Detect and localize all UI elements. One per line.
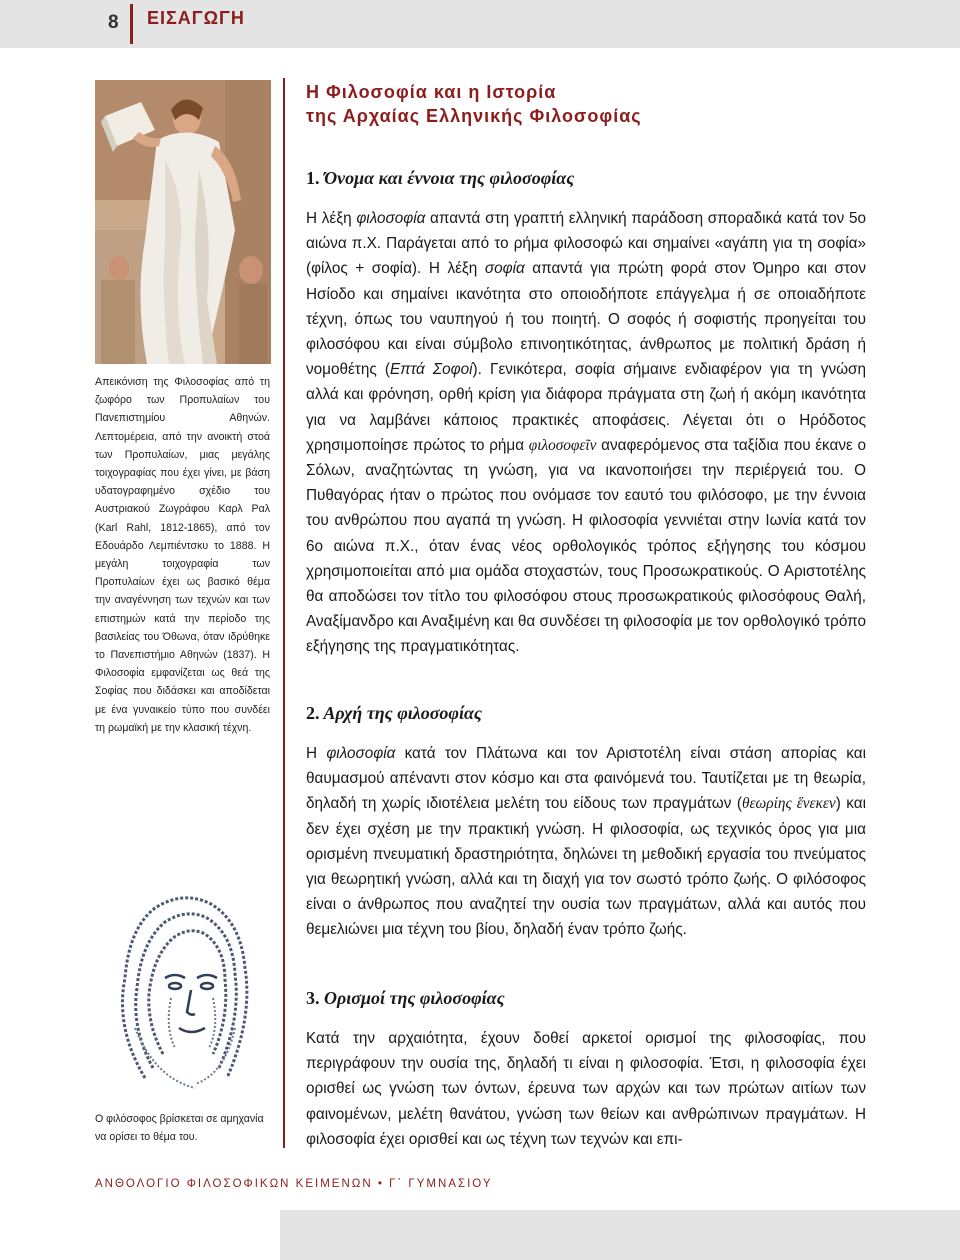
text-run: ). Γενικότερα, σοφία σήμαινε ενδιαφέρον για τη γνώση αλλά και φρόνηση, ορθή κρίση για διάφορα πράγματα στη ζωή ή ακόμη ικανότητα για να λαμβάνει κάποιος πρακτικές αποφάσεις. Λέγεται ότι ο Ηρόδοτος χρησιμοποίησε πρώτος το ρήμα (306, 361, 866, 454)
section-3-number: 3. (306, 988, 320, 1008)
section-2-heading (306, 703, 482, 724)
text-run: κατά τον Πλάτωνα και τον Αριστοτέλη είναι στάση απορίας και θαυμασμού απέναντι στον κόσμο και στα φαινόμενά του. Ταυτίζεται με τη θεωρία, δηλαδή τη χωρίς ιδιοτέλεια μελέτη του είδους των πραγμάτων ( (306, 745, 866, 813)
ancient-greek-term: θεωρίης ἕνεκεν (741, 795, 836, 813)
section-1-number: 1. (306, 168, 320, 188)
footer-bar (280, 1210, 960, 1260)
ancient-greek-term: φιλοσοφεῖν (528, 436, 597, 454)
face-typography-image (95, 878, 271, 1093)
emphasis-term: φιλοσοφία (356, 210, 426, 227)
section-3-title: Ορισμοί της φιλοσοφίας (324, 988, 505, 1008)
section-2-number: 2. (306, 703, 320, 723)
text-run: απαντά στη γραπτή ελληνική παράδοση σποραδικά κατά τον 5ο αιώνα π.Χ. Παράγεται από το ρήμα φιλοσοφώ και σημαίνει «αγάπη για τη σοφία» (φίλος + σοφία). Η λέξη (306, 210, 866, 278)
text-run: Η λέξη (306, 210, 357, 227)
emphasis-term: Επτά Σοφοί (390, 361, 473, 379)
header-bar (0, 0, 960, 48)
philosophy-painting-image (95, 80, 271, 364)
painting-caption: Απεικόνιση της Φιλοσοφίας από τη ζωφόρο των Προπυλαίων του Πανεπιστημίου Αθηνών. Λεπτομέρεια, από την ανοικτή στοά των Προπυλαίων, μιας μεγάλης τοιχογραφίας που έχει γίνει, με βάση υδατογραφημένο σχέδιο του Αυστριακού Ζωγράφου Καρλ Ραλ (Karl Rahl, 1812-1865), από τον Εδουάρδο Λεμπιέντσκυ το 1888. Η μεγάλη τοιχογραφία των Προπυλαίων έχει ως βασικό θέμα την αναγέννηση των τεχνών και των επιστημών κατά την περίοδο της βασιλείας του Όθωνα, όταν ιδρύθηκε το Πανεπιστήμιο Αθηνών (1837). Η Φιλοσοφία εμφανίζεται ως θεά της Σοφίας που διδάσκει και αποδίδεται με ένα γυναικείο τύπο που συνδέει τη ρωμαϊκή με την κλασική τέχνη. (95, 376, 270, 734)
footer-book-title: ΑΝΘΟΛΟΓΙΟ ΦΙΛΟΣΟΦΙΚΩΝ ΚΕΙΜΕΝΩΝ • Γ΄ ΓΥΜΝΑΣΙΟΥ (95, 1178, 493, 1190)
text-run: Η (306, 745, 327, 762)
section-header: ΕΙΣΑΓΩΓΗ (147, 8, 245, 28)
section-3-paragraph (306, 1026, 866, 1152)
column-divider (283, 78, 285, 1148)
page-number: 8 (108, 12, 119, 33)
text-run: ) και δεν έχει σχέση με την πρακτική γνώση. Η φιλοσοφία, ως τεχνικός όρος για μια ορισμένη πνευματική δραστηριότητα, δηλώνει τη μεθοδική εργασία του πνεύματος για θεωρητική γνώση, αλλά και τη διαχή για τον σωστό τρόπο ζωής. Ο φιλόσοφος είναι ο άνθρωπος που αναζητεί την ουσία των πραγμάτων, αλλά και αυτός που θεμελιώνει μια τέχνη του βίου, δηλαδή έναν τρόπο ζωής. (306, 795, 866, 939)
section-1-paragraph (306, 206, 866, 660)
text-run: Κατά την αρχαιότητα, έχουν δοθεί αρκετοί ορισμοί της φιλοσοφίας, που περιγράφουν την ουσία της, δηλαδή τι είναι η φιλοσοφία. Έτσι, η φιλοσοφία έχει ορισθεί ως γνώση των όντων, έρευνα των αρχών και των πρώτων αιτίων των φαινομένων, μελέτη θανάτου, γνώση των θείων και ανθρώπινων πραγμάτων. Η φιλοσοφία έχει ορισθεί και ως τέχνη των τεχνών και επι- (306, 1030, 866, 1148)
section-1-title: Όνομα και έννοια της φιλοσοφίας (324, 168, 575, 188)
section-2-paragraph (306, 741, 866, 943)
emphasis-term: φιλοσοφία (326, 745, 396, 762)
section-1-heading (306, 168, 574, 189)
page-title-line-1: Η Φιλοσοφία και η Ιστορία (306, 82, 557, 102)
header-divider (130, 4, 133, 44)
section-2-title: Αρχή της φιλοσοφίας (323, 703, 482, 723)
page-title (306, 80, 926, 128)
page-title-line-2: της Αρχαίας Ελληνικής Φιλοσοφίας (306, 106, 642, 126)
face-caption: Ο φιλόσοφος βρίσκεται σε αμηχανία να ορίσει το θέμα του. (95, 1113, 264, 1144)
section-3-heading (306, 988, 505, 1009)
text-run: απαντά για πρώτη φορά στον Όμηρο και στον Ησίοδο και σημαίνει ικανότητα στο οποιοδήποτε επάγγελμα ή σε οποιαδήποτε τέχνη, όπως του ναυπηγού ή του ποιητή. Ο σοφός ή σοφιστής προηγείται του φιλοσόφου και είναι σύμβολο επινοητικότητας, άνθρωπος με πολιτική δράση ή νομοθέτης ( (306, 260, 866, 379)
emphasis-term: σοφία (484, 260, 525, 278)
text-run: αναφερόμενος στα ταξίδια που έκανε ο Σόλων, αναζητώντας τη γνώση, για να ικανοποιήσει την περιέργειά του. Ο Πυθαγόρας ήταν ο πρώτος που ονόμασε τον εαυτό του φιλόσοφο, με την έννοια του ανθρώπου που αγαπά τη γνώση. Η φιλοσοφία γεννιέται στην Ιωνία κατά τον 6ο αιώνα π.Χ., όταν ένας νέος ορθολογικός τρόπος εξήγησης του κόσμου χρησιμοποιείται από μια ομάδα στοχαστών, τους Προσωκρατικούς. Ο Αριστοτέλης θα αποδώσει τον τίτλο του φιλοσόφου στους προσωκρατικούς φιλοσόφους Θαλή, Αναξίμανδρο και Αναξιμένη και θα συνδέσει τη φιλοσοφία με τον ορθολογικό τρόπο εξήγησης της πραγματικότητας. (306, 436, 866, 656)
